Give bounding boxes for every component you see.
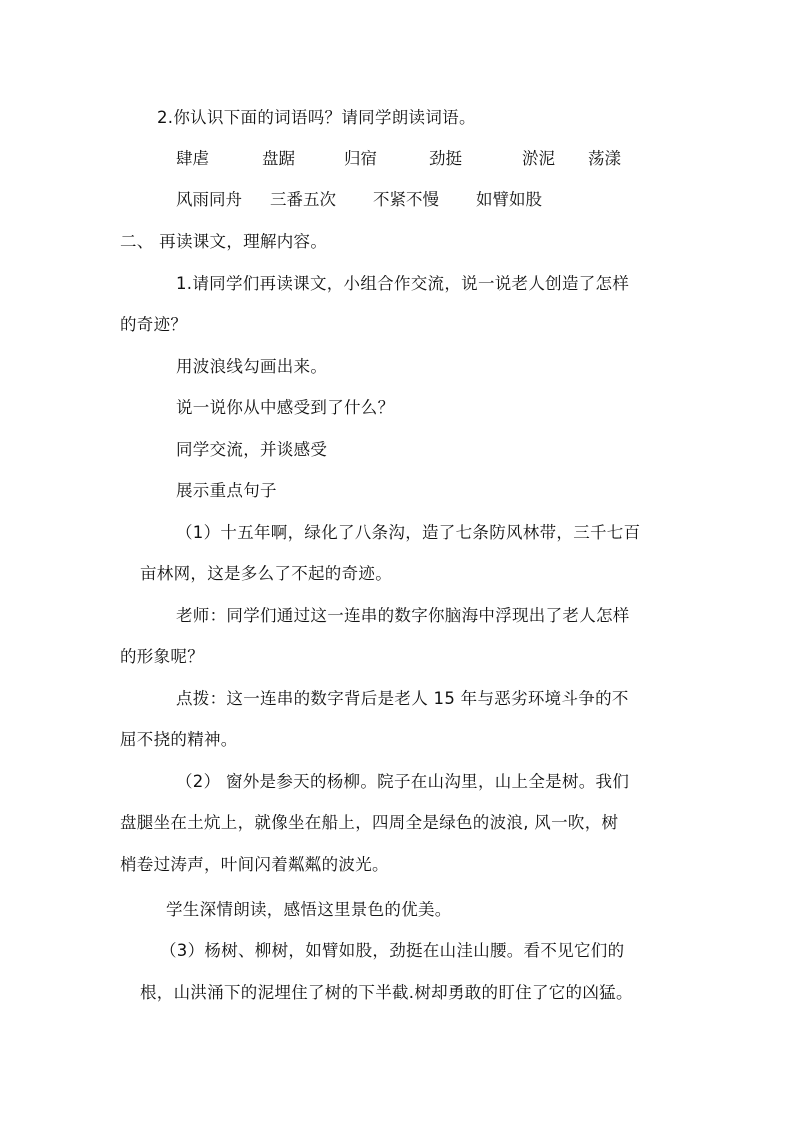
vocab-idiom: 三番五次 (270, 190, 336, 209)
vocab-word: 淤泥 (522, 149, 555, 168)
question-1-line2: 的奇迹？ (120, 315, 188, 334)
vocab-word: 劲挺 (429, 149, 462, 168)
vocab-word: 盘踞 (262, 149, 295, 168)
section-heading: 二、 再读课文，理解内容。 (120, 232, 328, 251)
vocab-idiom: 如臂如股 (476, 190, 542, 209)
key-sentence-1-line2: 亩林网，这是多么了不起的奇迹。 (140, 564, 392, 583)
key-sentence-2-line3: 梢卷过涛声，叶间闪着粼粼的波光。 (120, 855, 389, 874)
key-sentence-3-line1: （3）杨树、柳树，如臂如股，劲挺在山洼山腰。看不见它们的 (160, 941, 625, 960)
vocab-word: 归宿 (344, 149, 377, 168)
reading-note: 学生深情朗读，感悟这里景色的优美。 (166, 900, 452, 919)
teacher-question-line1: 老师：同学们通过这一连串的数字你脑海中浮现出了老人怎样 (176, 606, 630, 625)
vocab-idiom: 风雨同舟 (176, 190, 242, 209)
key-sentence-2-line2: 盘腿坐在土炕上，就像坐在船上，四周全是绿色的波浪, 风一吹，树 (120, 813, 619, 832)
instruction-line: 用波浪线勾画出来。 (176, 357, 328, 376)
vocab-idiom: 不紧不慢 (373, 190, 439, 209)
vocab-word: 肆虐 (176, 149, 209, 168)
question-1-line1: 1.请同学们再读课文，小组合作交流，说一说老人创造了怎样 (176, 274, 630, 293)
teacher-question-line2: 的形象呢？ (120, 647, 204, 666)
question-2: 2.你认识下面的词语吗？请同学朗读词语。 (157, 108, 476, 127)
key-sentence-2-line1: （2） 窗外是参天的杨柳。院子在山沟里，山上全是树。我们 (176, 772, 630, 791)
key-sentence-1-line1: （1）十五年啊，绿化了八条沟，造了七条防风林带，三千七百 (176, 523, 641, 542)
hint-line2: 屈不挠的精神。 (120, 730, 238, 749)
key-sentence-3-line2: 根，山洪涌下的泥埋住了树的下半截.树却勇敢的盯住了它的凶猛。 (140, 983, 633, 1002)
instruction-line: 展示重点句子 (176, 481, 277, 500)
hint-line1: 点拨：这一连串的数字背后是老人 15 年与恶劣环境斗争的不 (176, 689, 629, 708)
vocab-word: 荡漾 (588, 149, 621, 168)
instruction-line: 同学交流，并谈感受 (176, 440, 328, 459)
instruction-line: 说一说你从中感受到了什么？ (176, 398, 395, 417)
